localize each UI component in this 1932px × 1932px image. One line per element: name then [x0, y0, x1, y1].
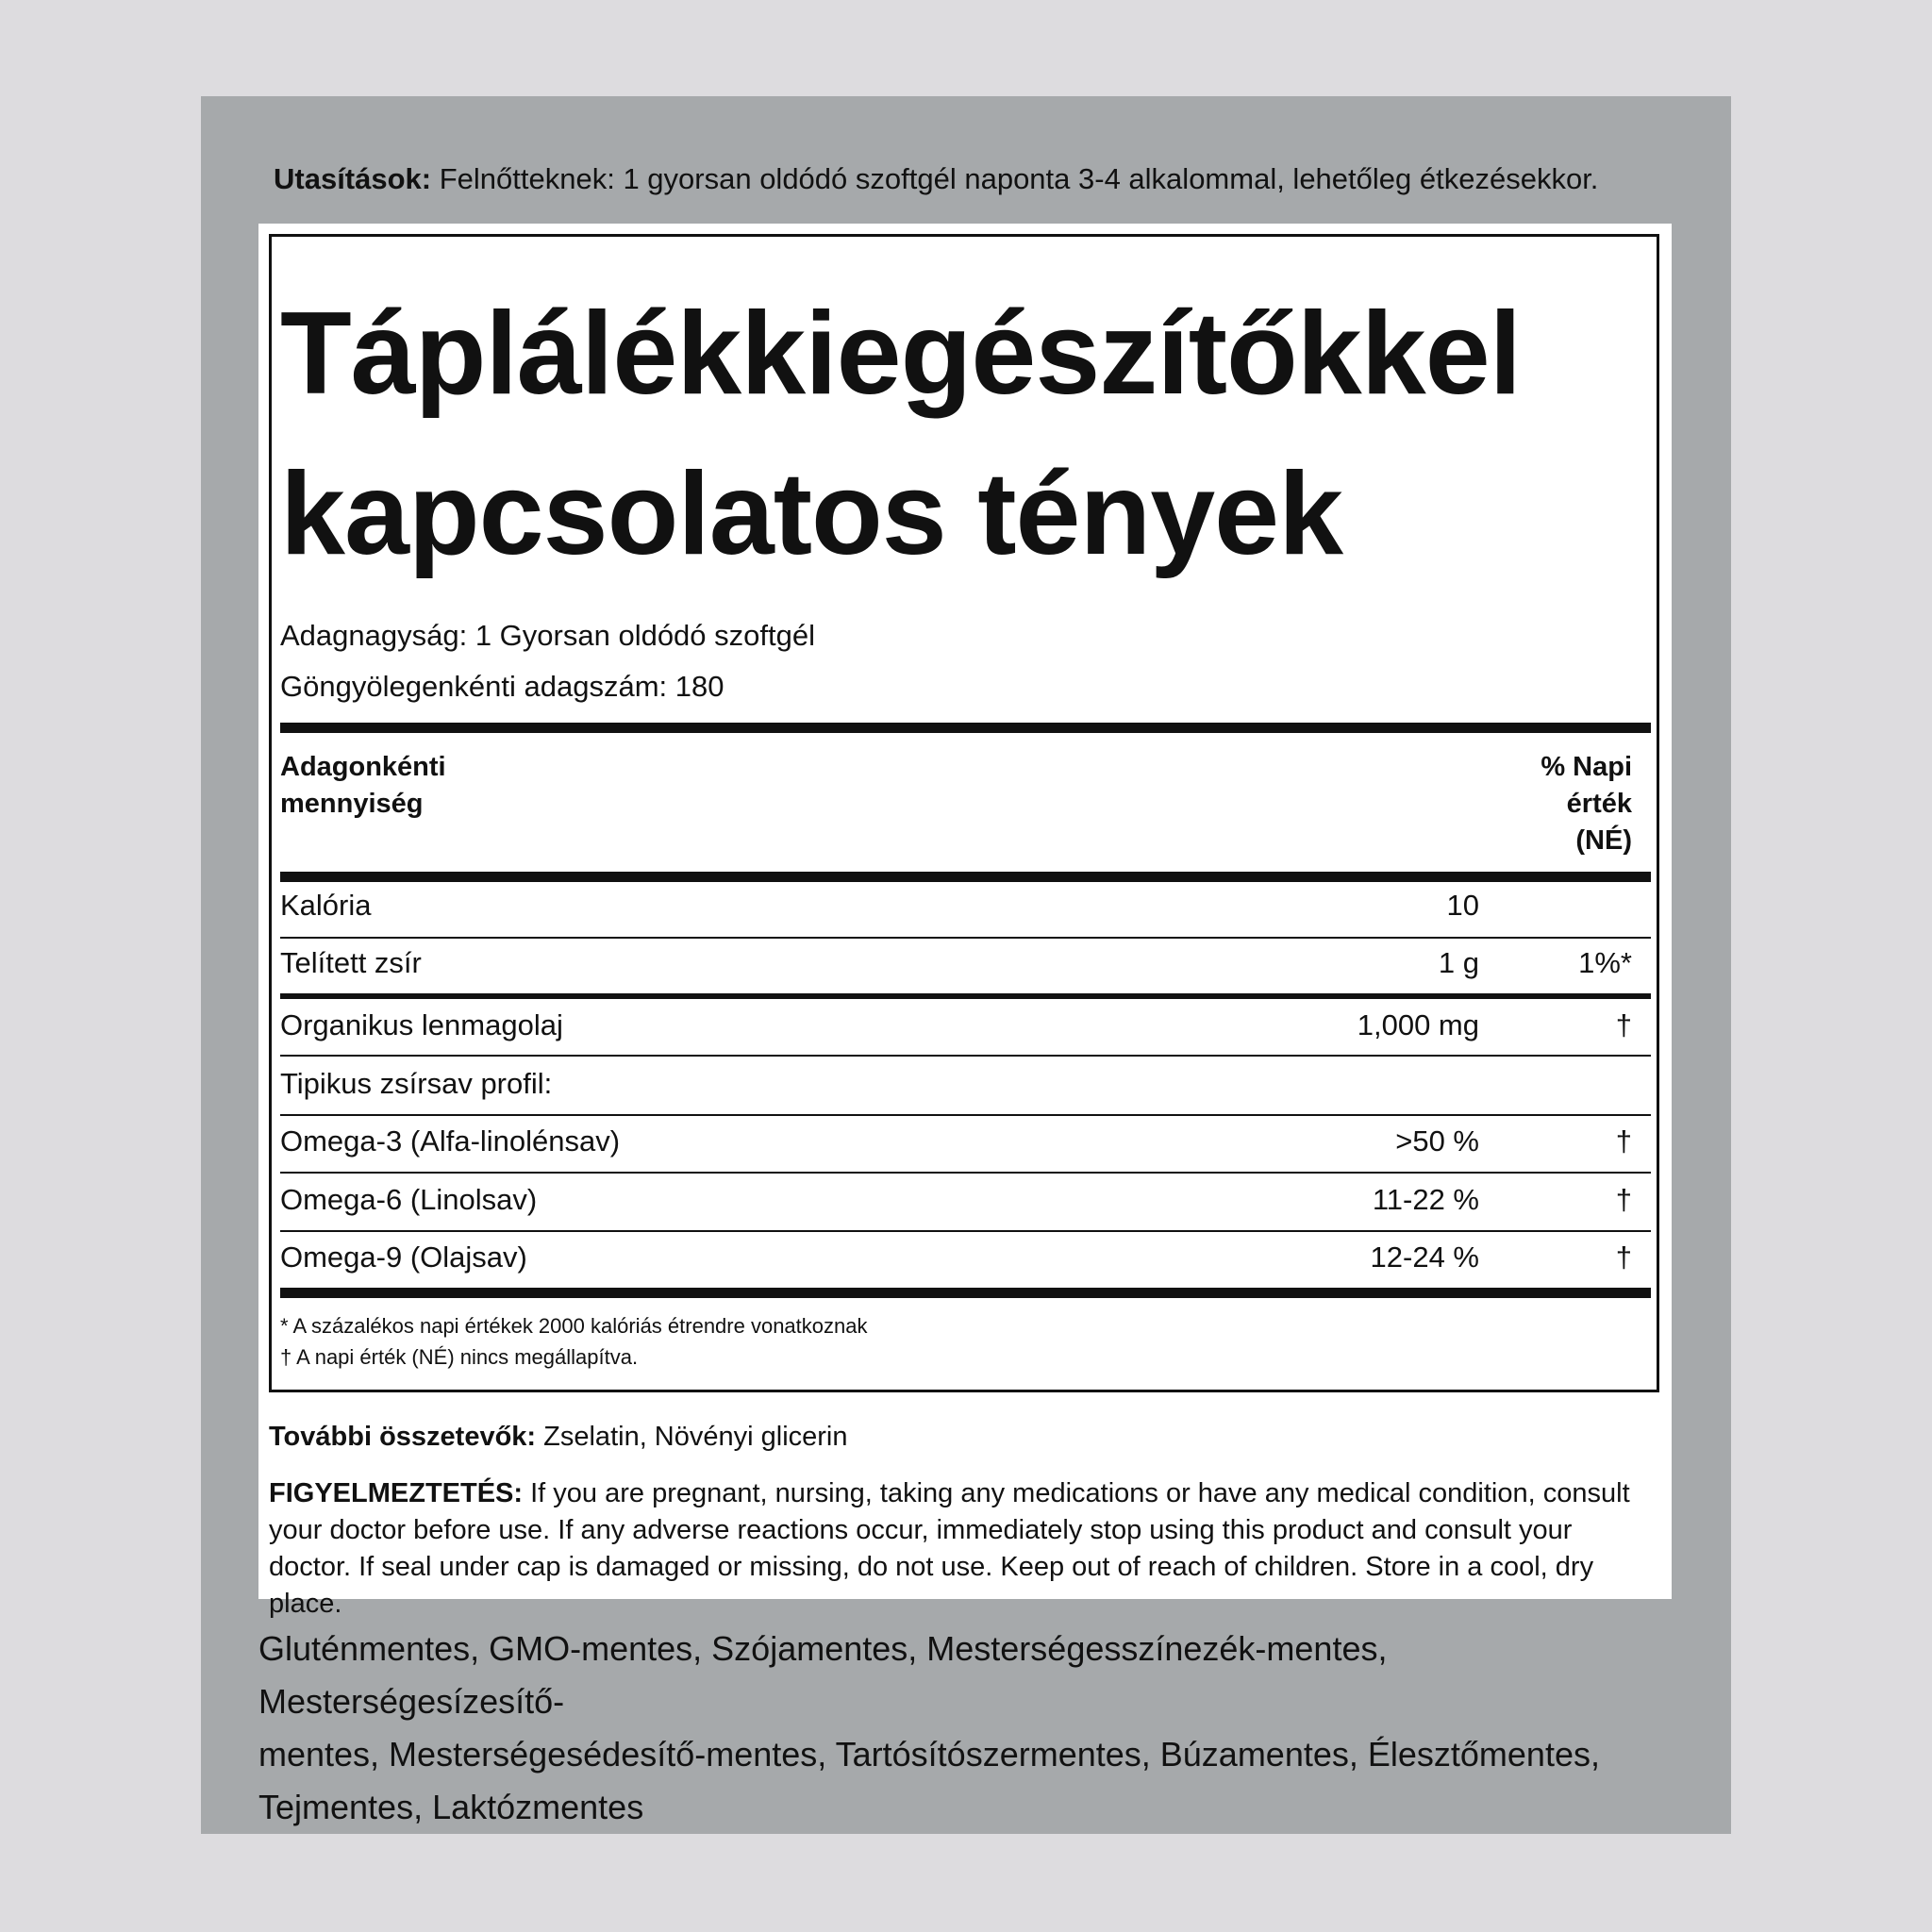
other-ingredients: [269, 1419, 1656, 1456]
row-amount: 12-24 %: [1370, 1241, 1479, 1274]
other-ingredients-text: Zselatin, Növényi glicerin: [536, 1422, 848, 1452]
daily-value-header: [1443, 749, 1632, 859]
serving-size: Adagnagyság: 1 Gyorsan oldódó szoftgél: [280, 619, 815, 652]
row-name: Omega-6 (Linolsav): [280, 1183, 538, 1216]
divider-medium: [280, 993, 1651, 999]
facts-title-line1: Táplálékkiegészítőkkel: [280, 289, 1522, 419]
row-name: Organikus lenmagolaj: [280, 1008, 563, 1041]
row-daily-value: †: [1615, 1183, 1632, 1216]
directions-body: Felnőtteknek: 1 gyorsan oldódó szoftgél naponta 3-4 alkalommal, lehetőleg étkezésekkor.: [431, 162, 1599, 195]
free-from-list: [258, 1623, 1692, 1834]
row-daily-value: †: [1615, 1124, 1632, 1158]
row-daily-value: †: [1615, 1008, 1632, 1041]
row-amount: 11-22 %: [1372, 1183, 1479, 1216]
free-from-line1: Gluténmentes, GMO-mentes, Szójamentes, Mesterségesszínezék-mentes, Mesterségesízesítő-: [258, 1629, 1388, 1721]
footnote-percent-daily-value: * A százalékos napi értékek 2000 kalóriás étrendre vonatkoznak: [280, 1314, 868, 1338]
warning-label: FIGYELMEZTETÉS:: [269, 1478, 524, 1508]
divider-thin: [280, 937, 1651, 939]
free-from-line3: Tejmentes, Laktózmentes: [258, 1788, 644, 1826]
free-from-line2: mentes, Mesterségesédesítő-mentes, Tartósítószermentes, Búzamentes, Élesztőmentes,: [258, 1735, 1600, 1774]
row-amount: >50 %: [1395, 1124, 1479, 1158]
divider-thick: [280, 872, 1651, 882]
header-amount-line1: Adagonkénti: [280, 752, 446, 782]
footnote-dagger: † A napi érték (NÉ) nincs megállapítva.: [280, 1345, 639, 1369]
header-amount-line2: mennyiség: [280, 789, 424, 819]
header-dv-line1: % Napi: [1541, 752, 1632, 782]
facts-title-line2: kapcsolatos tények: [280, 449, 1343, 579]
row-daily-value: †: [1615, 1241, 1632, 1274]
row-daily-value: 1%*: [1578, 946, 1632, 979]
facts-title: [280, 274, 1667, 594]
divider-thin: [280, 1055, 1651, 1057]
row-amount: 1,000 mg: [1357, 1008, 1479, 1041]
divider-thin: [280, 1230, 1651, 1232]
row-name: Tipikus zsírsav profil:: [280, 1067, 553, 1100]
servings-per-container: Göngyölegenkénti adagszám: 180: [280, 670, 724, 703]
other-ingredients-label: További összetevők:: [269, 1422, 537, 1452]
row-name: Omega-3 (Alfa-linolénsav): [280, 1124, 621, 1158]
row-amount: 1 g: [1438, 946, 1479, 979]
divider-thin: [280, 1114, 1651, 1116]
divider-thick: [280, 723, 1651, 733]
warning-text: [269, 1475, 1656, 1623]
divider-thick: [280, 1288, 1651, 1298]
row-name: Omega-9 (Olajsav): [280, 1241, 527, 1274]
amount-per-serving-header: [280, 749, 446, 823]
row-amount: 10: [1446, 889, 1479, 922]
directions-label: Utasítások:: [274, 162, 432, 195]
directions-text: [274, 160, 1689, 198]
row-name: Telített zsír: [280, 946, 422, 979]
row-name: Kalória: [280, 889, 372, 922]
divider-thin: [280, 1172, 1651, 1174]
warning-body: If you are pregnant, nursing, taking any medications or have any medical condition, consult your doctor before use. If any adverse reactions occur, immediately stop using this product and consult your doctor. If seal under cap is damaged or missing, do not use. Keep out of reach of children. Store in a cool, dry place.: [269, 1478, 1630, 1619]
header-dv-line3: (NÉ): [1575, 825, 1632, 856]
header-dv-line2: érték: [1566, 789, 1632, 819]
